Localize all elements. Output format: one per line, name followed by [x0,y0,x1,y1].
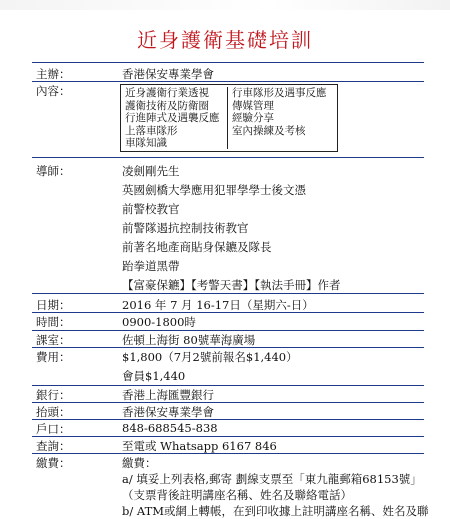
content-item: 室內操練及考核 [232,124,306,137]
fee-member: 會員$1,440 [122,369,186,383]
instructor-label: 導師： [36,164,71,178]
rule-bank [32,402,424,403]
payee-value: 香港保安專業學會 [122,405,214,419]
enquiry-label: 查詢： [36,439,71,453]
rule-account [32,436,424,437]
rule-time [32,330,424,331]
bank-label: 銀行： [36,388,71,402]
account-label: 戶口： [36,422,71,436]
rule-fee [32,385,424,386]
time-value: 0900-1800時 [122,315,196,329]
payee-label: 抬頭： [36,405,71,419]
content-label: 內容： [36,84,71,98]
content-left-column [121,87,228,149]
content-item: 傳媒管理 [232,99,274,112]
content-item: 經驗分享 [232,112,274,124]
fee-value: $1,800（7月2號前報名$1,440） [122,350,298,364]
content-item: 護衛技術及防衛圈 [125,99,209,112]
bank-value: 香港上海匯豐銀行 [122,388,214,402]
rule-content [32,157,424,158]
content-item: 行進陣式及遇襲反應 [125,112,220,124]
date-value: 2016 年 7 月 16-17日（星期六-日） [122,298,314,312]
top-rule [32,62,424,63]
rule-instructor [32,293,424,294]
rule-venue [32,347,424,348]
instructor-line: 英國劍橋大學應用犯罪學學士後文憑 [122,183,306,197]
content-item: 車隊知識 [125,137,167,149]
venue-label: 課室： [36,333,71,347]
payment-line: b/ ATM或網上轉帳，在到印收據上註明講座名稱、姓名及聯 [122,504,429,518]
organizer-label: 主辦： [36,67,71,81]
rule-enquiry [32,453,424,454]
payment-line: a/ 填妥上列表格,郵寄 劃線支票至「東九龍郵箱68153號」 [122,472,422,486]
content-right-column [228,87,334,137]
instructor-line: 前警隊遏抗控制技術教官 [122,221,249,235]
time-label: 時間： [36,315,71,329]
venue-value: 佐頓上海街 80號華海廣場 [122,333,256,347]
instructor-line: 凌劍剛先生 [122,164,180,178]
instructor-line: 跆拳道黑帶 [122,259,180,273]
payment-line: （支票背後註明講座名稱、姓名及聯絡電話） [122,488,352,502]
payment-heading: 繳費： [122,456,157,470]
enquiry-value: 至電或 Whatsapp 6167 846 [122,439,277,453]
instructor-line: 前著名地產商貼身保鑣及隊長 [122,240,272,254]
date-label: 日期： [36,298,71,312]
instructor-line: 【富豪保鑣】【考警天書】【執法手冊】作者 [122,278,341,292]
content-item: 行車隊形及遇事反應 [232,87,327,99]
rule-date [32,312,424,313]
instructor-line: 前警校教官 [122,202,180,216]
payment-label: 繳費： [36,456,71,470]
organizer-value: 香港保安專業學會 [122,67,214,81]
account-value: 848-688545-838 [122,421,218,435]
content-item: 上落車隊形 [125,124,178,137]
rule-organizer [32,81,424,82]
page-title: 近身護衛基礎培訓 [137,28,313,52]
content-item: 近身護衛行業透視 [125,87,209,99]
fee-label: 費用： [36,350,71,364]
top-decoration [0,0,450,10]
content-table [120,84,338,152]
rule-payee [32,419,424,420]
